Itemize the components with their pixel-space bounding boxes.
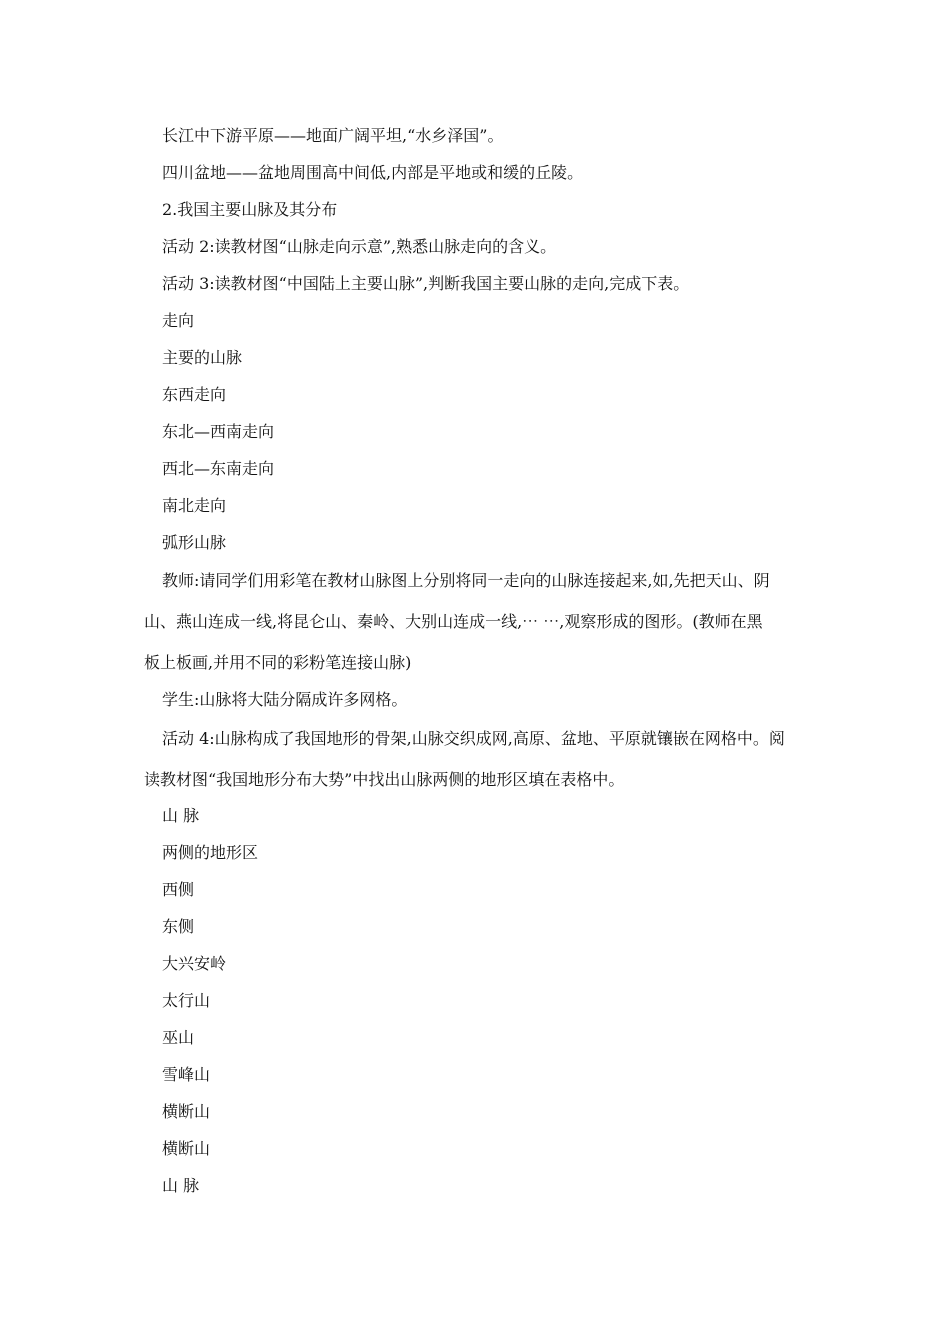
table-cell: 弧形山脉 xyxy=(162,533,227,552)
paragraph-continuation: 板上板画,并用不同的彩粉笔连接山脉) xyxy=(144,653,412,672)
table-cell: 东侧 xyxy=(162,917,195,936)
table-cell: 南北走向 xyxy=(162,496,227,515)
table-cell: 大兴安岭 xyxy=(162,954,227,973)
paragraph: 活动 3:读教材图“中国陆上主要山脉”,判断我国主要山脉的走向,完成下表。 xyxy=(162,274,690,293)
table-cell: 巫山 xyxy=(162,1028,195,1047)
paragraph: 长江中下游平原——地面广阔平坦,“水乡泽国”。 xyxy=(162,126,504,145)
paragraph: 学生:山脉将大陆分隔成许多网格。 xyxy=(162,690,408,709)
table-cell: 山 脉 xyxy=(162,806,200,825)
table-cell: 太行山 xyxy=(162,991,211,1010)
table-cell: 横断山 xyxy=(162,1139,211,1158)
paragraph: 活动 2:读教材图“山脉走向示意”,熟悉山脉走向的含义。 xyxy=(162,237,557,256)
table-cell: 两侧的地形区 xyxy=(162,843,259,862)
table-cell: 主要的山脉 xyxy=(162,348,243,367)
paragraph-continuation: 山、燕山连成一线,将昆仑山、秦岭、大别山连成一线,⋯ ⋯,观察形成的图形。(教师在黑 xyxy=(144,612,763,631)
paragraph: 四川盆地——盆地周围高中间低,内部是平地或和缓的丘陵。 xyxy=(162,163,584,182)
table-cell: 走向 xyxy=(162,311,195,330)
table-cell: 雪峰山 xyxy=(162,1065,211,1084)
paragraph: 教师:请同学们用彩笔在教材山脉图上分别将同一走向的山脉连接起来,如,先把天山、阴 xyxy=(162,571,770,590)
table-cell: 横断山 xyxy=(162,1102,211,1121)
table-cell: 东西走向 xyxy=(162,385,227,404)
table-cell: 东北—西南走向 xyxy=(162,422,275,441)
section-heading: 2.我国主要山脉及其分布 xyxy=(162,200,338,219)
paragraph-continuation: 读教材图“我国地形分布大势”中找出山脉两侧的地形区填在表格中。 xyxy=(144,770,625,789)
paragraph: 活动 4:山脉构成了我国地形的骨架,山脉交织成网,高原、盆地、平原就镶嵌在网格中。阅 xyxy=(162,729,785,748)
table-cell: 西侧 xyxy=(162,880,195,899)
table-cell: 西北—东南走向 xyxy=(162,459,275,478)
table-cell: 山 脉 xyxy=(162,1176,200,1195)
